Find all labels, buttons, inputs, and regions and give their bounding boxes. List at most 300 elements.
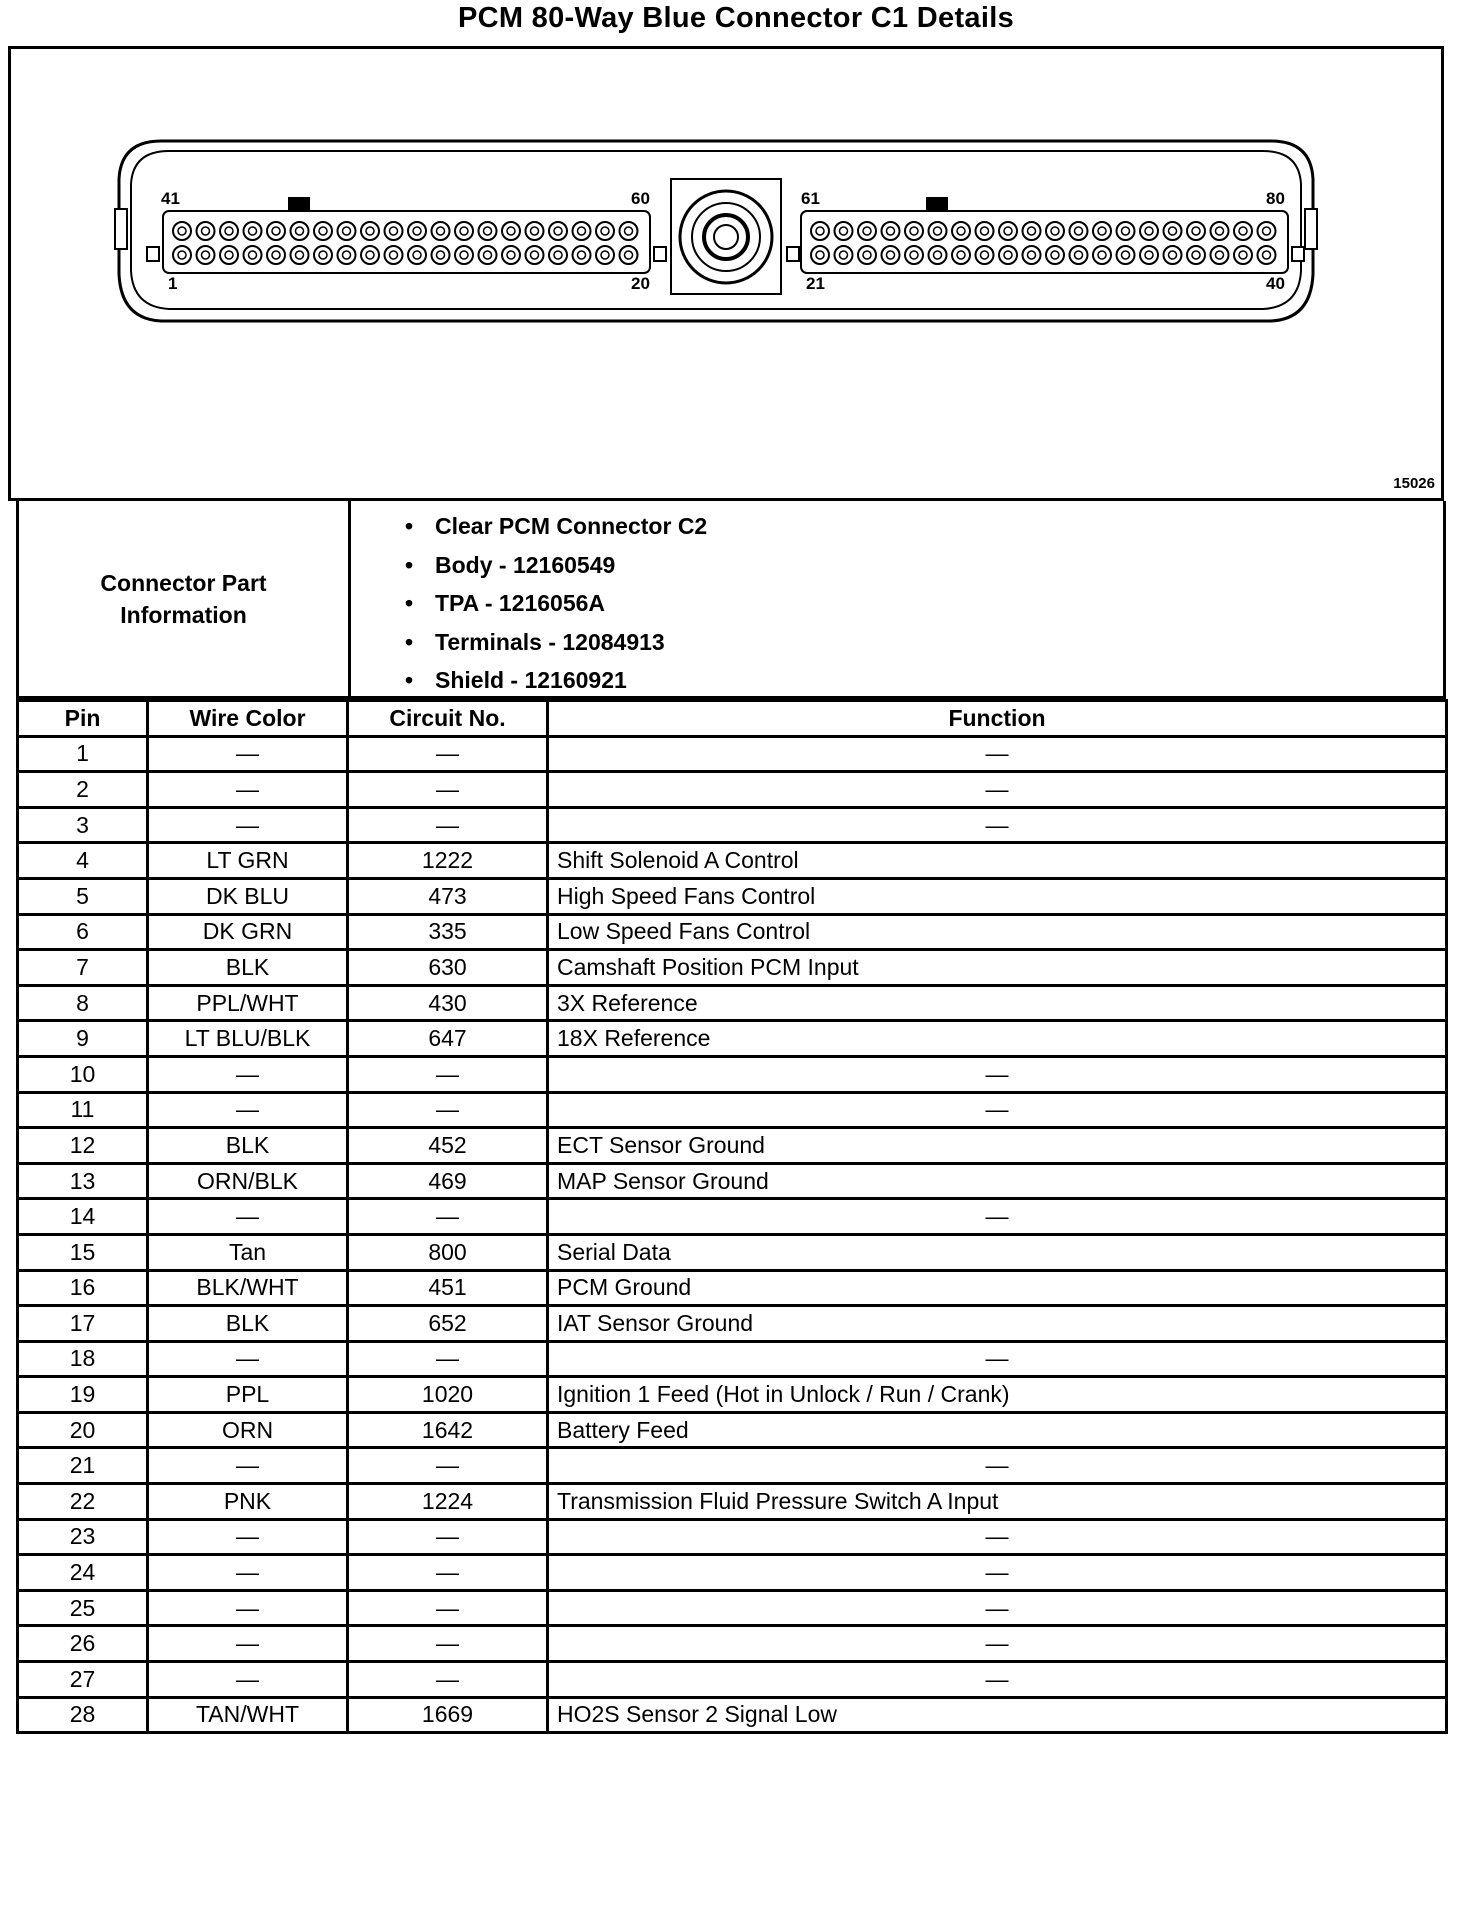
function-cell: Low Speed Fans Control [548, 914, 1447, 950]
pin-cavity [526, 222, 544, 240]
left-key [288, 197, 310, 211]
pin-cavity [1070, 222, 1088, 240]
pin-cavity-center [249, 251, 257, 259]
pin-cavity-center [319, 227, 327, 235]
function-cell: Ignition 1 Feed (Hot in Unlock / Run / Crank) [548, 1377, 1447, 1413]
pin-cavity-center [625, 227, 633, 235]
pin-cavity-center [816, 227, 824, 235]
wire-color-cell: — [148, 1056, 348, 1092]
table-row [18, 1306, 1447, 1342]
pin-cavity [1023, 246, 1041, 264]
pin-cell: 28 [18, 1697, 148, 1733]
table-row [18, 1519, 1447, 1555]
pin-cavity-center [531, 227, 539, 235]
pin-cavity [620, 246, 638, 264]
circuit-cell: 1222 [348, 843, 548, 879]
pin-cavity [197, 222, 215, 240]
function-cell: — [548, 1519, 1447, 1555]
pin-cell: 7 [18, 950, 148, 986]
pin-cavity [952, 222, 970, 240]
pin-cavity [549, 246, 567, 264]
header-function: Function [548, 701, 1447, 737]
pin-cavity [1211, 246, 1229, 264]
pin-cavity [929, 222, 947, 240]
center-bolt-core [714, 225, 738, 249]
pin-cavity-center [202, 251, 210, 259]
pin-cell: 26 [18, 1626, 148, 1662]
pin-cavity-center [934, 251, 942, 259]
function-cell: Shift Solenoid A Control [548, 843, 1447, 879]
pin-label-20: 20 [631, 274, 650, 293]
pin-cell: 5 [18, 878, 148, 914]
table-row [18, 1234, 1447, 1270]
pin-table [16, 699, 1448, 1734]
part-info-item: • Clear PCM Connector C2 [399, 507, 707, 546]
pin-cavity [244, 222, 262, 240]
header-wire-color: Wire Color [148, 701, 348, 737]
pin-cell: 23 [18, 1519, 148, 1555]
pin-cavity [197, 246, 215, 264]
right-guide-b [1292, 247, 1304, 261]
pin-cell: 14 [18, 1199, 148, 1235]
pin-cavity-center [272, 251, 280, 259]
function-cell: Battery Feed [548, 1412, 1447, 1448]
circuit-cell: 335 [348, 914, 548, 950]
pin-label-60: 60 [631, 189, 650, 208]
pin-cavity [1140, 222, 1158, 240]
connector-part-info [16, 501, 1446, 699]
pin-cavity [1234, 222, 1252, 240]
pin-cavity-center [910, 251, 918, 259]
pin-cavity [811, 246, 829, 264]
pin-cell: 6 [18, 914, 148, 950]
pin-cavity-center [366, 251, 374, 259]
pin-cavity [502, 222, 520, 240]
left-pin-cavities [173, 222, 638, 264]
wire-color-cell: DK BLU [148, 878, 348, 914]
function-cell: — [548, 1341, 1447, 1377]
pin-cavity-center [863, 227, 871, 235]
pin-cavity-center [1239, 251, 1247, 259]
pin-cavity-center [1004, 227, 1012, 235]
pin-cavity-center [1145, 227, 1153, 235]
right-pin-cavities [811, 222, 1276, 264]
pin-cavity-center [484, 227, 492, 235]
pin-cavity-center [554, 251, 562, 259]
pin-cell: 16 [18, 1270, 148, 1306]
pin-cavity-center [437, 251, 445, 259]
circuit-cell: 451 [348, 1270, 548, 1306]
pin-cavity [835, 246, 853, 264]
table-row [18, 914, 1447, 950]
left-latch [115, 209, 127, 249]
pin-cavity-center [840, 251, 848, 259]
pin-cavity [882, 222, 900, 240]
pin-cavity [267, 246, 285, 264]
pin-cavity [244, 246, 262, 264]
pin-cavity [173, 222, 191, 240]
right-latch [1305, 209, 1317, 249]
wire-color-cell: LT BLU/BLK [148, 1021, 348, 1057]
pin-cell: 25 [18, 1590, 148, 1626]
pin-cavity [620, 222, 638, 240]
function-cell: — [548, 1626, 1447, 1662]
part-info-item: • TPA - 1216056A [399, 584, 707, 623]
table-row [18, 1056, 1447, 1092]
wire-color-cell: — [148, 1590, 348, 1626]
wire-color-cell: — [148, 1626, 348, 1662]
pin-cavity [858, 222, 876, 240]
table-row [18, 1484, 1447, 1520]
pin-cavity [291, 246, 309, 264]
pin-cavity [573, 222, 591, 240]
pin-cavity [1093, 222, 1111, 240]
wire-color-cell: — [148, 736, 348, 772]
pin-cell: 10 [18, 1056, 148, 1092]
center-bolt-recess [671, 179, 781, 294]
part-info-item: • Shield - 12160921 [399, 661, 707, 700]
wire-color-cell: Tan [148, 1234, 348, 1270]
pin-cavity [267, 222, 285, 240]
wire-color-cell: BLK [148, 1306, 348, 1342]
pin-cavity-center [1216, 251, 1224, 259]
table-row [18, 1662, 1447, 1698]
circuit-cell: — [348, 1519, 548, 1555]
table-row [18, 1626, 1447, 1662]
wire-color-cell: ORN/BLK [148, 1163, 348, 1199]
pin-cavity [1234, 246, 1252, 264]
pin-cell: 24 [18, 1555, 148, 1591]
pin-cavity [361, 246, 379, 264]
function-cell: 18X Reference [548, 1021, 1447, 1057]
right-guide-a [787, 247, 799, 261]
function-cell: Camshaft Position PCM Input [548, 950, 1447, 986]
pin-label-80: 80 [1266, 189, 1285, 208]
pin-cavity-center [366, 227, 374, 235]
pin-cell: 11 [18, 1092, 148, 1128]
table-row [18, 1377, 1447, 1413]
pin-cavity-center [863, 251, 871, 259]
pin-label-61: 61 [801, 189, 820, 208]
circuit-cell: — [348, 1662, 548, 1698]
pin-cavity-center [249, 227, 257, 235]
pin-cavity [314, 246, 332, 264]
left-guide-a [147, 247, 159, 261]
pin-cavity [1258, 222, 1276, 240]
function-cell: — [548, 1056, 1447, 1092]
pin-cavity-center [296, 251, 304, 259]
function-cell: — [548, 772, 1447, 808]
pin-cavity [432, 222, 450, 240]
pin-cavity [1164, 222, 1182, 240]
wire-color-cell: — [148, 807, 348, 843]
pin-cavity-center [957, 251, 965, 259]
pin-cavity-center [319, 251, 327, 259]
pin-cavity [291, 222, 309, 240]
pin-cavity [408, 222, 426, 240]
pin-cavity [1046, 246, 1064, 264]
pin-cavity-center [1263, 227, 1271, 235]
function-cell: — [548, 1092, 1447, 1128]
function-cell: Transmission Fluid Pressure Switch A Input [548, 1484, 1447, 1520]
circuit-cell: 652 [348, 1306, 548, 1342]
pin-cavity [455, 246, 473, 264]
pin-cavity-center [578, 227, 586, 235]
pin-cavity-center [887, 227, 895, 235]
circuit-cell: 647 [348, 1021, 548, 1057]
pin-cavity [173, 246, 191, 264]
pin-cavity [361, 222, 379, 240]
pin-cavity [929, 246, 947, 264]
table-row [18, 807, 1447, 843]
circuit-cell: 469 [348, 1163, 548, 1199]
left-guide-b [654, 247, 666, 261]
function-cell: — [548, 807, 1447, 843]
center-bolt-inner [704, 215, 748, 259]
pin-cavity-center [957, 227, 965, 235]
pin-cavity-center [460, 251, 468, 259]
pin-cell: 4 [18, 843, 148, 879]
header-pin: Pin [18, 701, 148, 737]
page-title: PCM 80-Way Blue Connector C1 Details [457, 2, 1014, 34]
pin-cavity [952, 246, 970, 264]
circuit-cell: — [348, 1092, 548, 1128]
pin-cavity-center [296, 227, 304, 235]
pin-cavity-center [1169, 227, 1177, 235]
pin-cavity-center [390, 227, 398, 235]
pin-cavity-center [1028, 251, 1036, 259]
connector-face-diagram [11, 49, 1441, 498]
pin-cell: 1 [18, 736, 148, 772]
pin-cavity-center [178, 227, 186, 235]
pin-cavity-center [981, 251, 989, 259]
table-row [18, 1590, 1447, 1626]
pin-cell: 2 [18, 772, 148, 808]
wire-color-cell: — [148, 1662, 348, 1698]
wire-color-cell: PNK [148, 1484, 348, 1520]
circuit-cell: 1642 [348, 1412, 548, 1448]
pin-cell: 22 [18, 1484, 148, 1520]
pin-cavity [220, 246, 238, 264]
function-cell: — [548, 736, 1447, 772]
pin-cavity-center [460, 227, 468, 235]
pin-cell: 15 [18, 1234, 148, 1270]
circuit-cell: 1224 [348, 1484, 548, 1520]
pin-cavity [502, 246, 520, 264]
pin-cavity [479, 246, 497, 264]
pin-cavity-center [507, 227, 515, 235]
function-cell: — [548, 1662, 1447, 1698]
wire-color-cell: — [148, 1092, 348, 1128]
circuit-cell: — [348, 1448, 548, 1484]
function-cell: PCM Ground [548, 1270, 1447, 1306]
circuit-cell: 452 [348, 1128, 548, 1164]
pin-cell: 17 [18, 1306, 148, 1342]
pin-cell: 12 [18, 1128, 148, 1164]
table-header-row [18, 701, 1447, 737]
pin-cavity-center [981, 227, 989, 235]
pin-cavity-center [225, 227, 233, 235]
pin-cavity-center [578, 251, 586, 259]
pin-cavity-center [1145, 251, 1153, 259]
table-row [18, 736, 1447, 772]
pin-cavity [1258, 246, 1276, 264]
pin-cavity-center [1051, 251, 1059, 259]
circuit-cell: 1020 [348, 1377, 548, 1413]
connector-diagram-panel [8, 46, 1444, 501]
pin-cavity-center [1004, 251, 1012, 259]
table-row [18, 1448, 1447, 1484]
pin-label-1: 1 [168, 274, 178, 293]
function-cell: — [548, 1590, 1447, 1626]
pin-cavity [1187, 246, 1205, 264]
pin-cavity-center [934, 227, 942, 235]
table-row [18, 1555, 1447, 1591]
pin-cavity-center [225, 251, 233, 259]
table-row [18, 1021, 1447, 1057]
circuit-cell: — [348, 772, 548, 808]
pin-cavity [432, 246, 450, 264]
part-info-item: • Body - 12160549 [399, 546, 707, 585]
pin-cavity-center [484, 251, 492, 259]
pin-cavity-center [1216, 227, 1224, 235]
center-bolt-outer [680, 191, 772, 283]
function-cell: HO2S Sensor 2 Signal Low [548, 1697, 1447, 1733]
pin-cavity [573, 246, 591, 264]
pin-cavity [385, 246, 403, 264]
table-row [18, 950, 1447, 986]
function-cell: 3X Reference [548, 985, 1447, 1021]
table-row [18, 1128, 1447, 1164]
wire-color-cell: LT GRN [148, 843, 348, 879]
function-cell: High Speed Fans Control [548, 878, 1447, 914]
pin-cell: 18 [18, 1341, 148, 1377]
table-row [18, 843, 1447, 879]
pin-cavity [1211, 222, 1229, 240]
pin-cavity [526, 246, 544, 264]
pin-cavity-center [1169, 251, 1177, 259]
pin-cavity [1187, 222, 1205, 240]
table-row [18, 1199, 1447, 1235]
pin-cavity [1093, 246, 1111, 264]
pin-cavity [811, 222, 829, 240]
pin-label-41: 41 [161, 189, 180, 208]
part-info-item: • Terminals - 12084913 [399, 623, 707, 662]
wire-color-cell: — [148, 1341, 348, 1377]
pin-cavity [408, 246, 426, 264]
pin-cavity-center [390, 251, 398, 259]
pin-cavity-center [272, 227, 280, 235]
pin-cavity [314, 222, 332, 240]
wire-color-cell: PPL/WHT [148, 985, 348, 1021]
table-row [18, 1092, 1447, 1128]
pin-cavity [1070, 246, 1088, 264]
table-row [18, 1270, 1447, 1306]
pin-cavity [1117, 246, 1135, 264]
pin-cavity-center [1192, 227, 1200, 235]
pin-cavity [1046, 222, 1064, 240]
table-row [18, 1341, 1447, 1377]
pin-cavity [999, 222, 1017, 240]
pin-cavity-center [413, 251, 421, 259]
pin-cavity [1023, 222, 1041, 240]
pin-cavity [549, 222, 567, 240]
pin-cell: 19 [18, 1377, 148, 1413]
pin-cavity-center [910, 227, 918, 235]
pin-cavity-center [1122, 227, 1130, 235]
pin-cavity-center [343, 227, 351, 235]
wire-color-cell: — [148, 1519, 348, 1555]
pin-label-21: 21 [806, 274, 825, 293]
function-cell: — [548, 1448, 1447, 1484]
wire-color-cell: PPL [148, 1377, 348, 1413]
pin-cavity-center [531, 251, 539, 259]
circuit-cell: — [348, 807, 548, 843]
right-key [926, 197, 948, 211]
wire-color-cell: — [148, 1555, 348, 1591]
table-row [18, 1163, 1447, 1199]
circuit-cell: — [348, 1590, 548, 1626]
pin-cavity-center [1192, 251, 1200, 259]
pin-cavity [835, 222, 853, 240]
function-cell: — [548, 1199, 1447, 1235]
wire-color-cell: — [148, 772, 348, 808]
pin-cavity [338, 246, 356, 264]
circuit-cell: — [348, 1555, 548, 1591]
pin-cavity-center [625, 251, 633, 259]
circuit-cell: 800 [348, 1234, 548, 1270]
pin-cavity-center [840, 227, 848, 235]
pin-cavity-center [413, 227, 421, 235]
table-row [18, 772, 1447, 808]
function-cell: MAP Sensor Ground [548, 1163, 1447, 1199]
pin-cavity [858, 246, 876, 264]
pin-cavity [338, 222, 356, 240]
pin-cavity-center [507, 251, 515, 259]
pin-cavity [455, 222, 473, 240]
pin-cavity-center [601, 251, 609, 259]
wire-color-cell: — [148, 1199, 348, 1235]
pin-cavity-center [202, 227, 210, 235]
part-info-label: Connector Part Information [19, 501, 351, 696]
pin-cavity-center [816, 251, 824, 259]
circuit-cell: 430 [348, 985, 548, 1021]
pin-cavity [905, 246, 923, 264]
pin-cavity-center [437, 227, 445, 235]
circuit-cell: 1669 [348, 1697, 548, 1733]
circuit-cell: 630 [348, 950, 548, 986]
figure-id: 15026 [1393, 475, 1435, 492]
circuit-cell: 473 [348, 878, 548, 914]
pin-cavity [385, 222, 403, 240]
pin-cavity-center [1028, 227, 1036, 235]
pin-cavity [882, 246, 900, 264]
pin-cavity [905, 222, 923, 240]
table-row [18, 878, 1447, 914]
pin-cavity-center [1051, 227, 1059, 235]
function-cell: ECT Sensor Ground [548, 1128, 1447, 1164]
pin-cavity-center [1075, 227, 1083, 235]
pin-cavity [1140, 246, 1158, 264]
wire-color-cell: BLK/WHT [148, 1270, 348, 1306]
pin-cavity [1117, 222, 1135, 240]
part-info-list [399, 507, 707, 700]
pin-cell: 20 [18, 1412, 148, 1448]
pin-cavity-center [1098, 227, 1106, 235]
pin-cavity-center [887, 251, 895, 259]
circuit-cell: — [348, 1056, 548, 1092]
pin-cavity-center [1122, 251, 1130, 259]
